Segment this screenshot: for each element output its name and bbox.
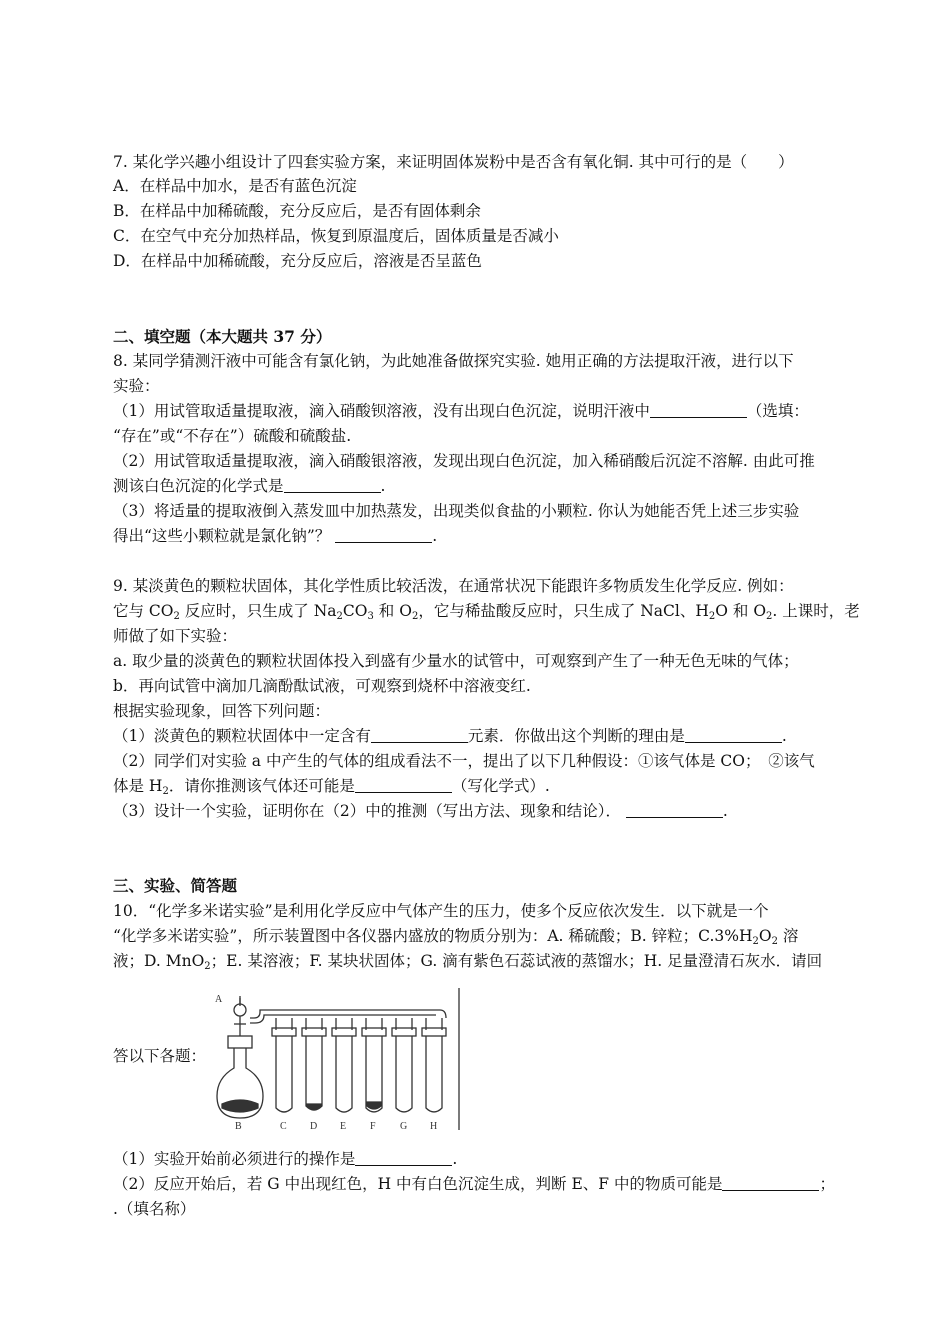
- answer-blank[interactable]: [355, 1150, 452, 1166]
- answer-blank[interactable]: [335, 527, 432, 543]
- q9-step-a: a. 取少量的淡黄色的颗粒状固体投入到盛有少量水的试管中，可观察到产生了一种无色无味的气体；: [113, 652, 799, 670]
- test-tube-c: [272, 1018, 296, 1112]
- q9-line2: 它与 $CO_2$ 反应时，只生成了 $Na_2CO_3$ 和 $O_2$，它与稀盐酸反应时，只生成了 NaCl、$H_2O$ 和 $O_2$. 上课时，老: [113, 602, 860, 622]
- q7-option-a: A．在样品中加水，是否有蓝色沉淀: [113, 177, 357, 195]
- figure-label: A: [215, 994, 223, 1005]
- answer-blank[interactable]: [722, 1175, 819, 1191]
- q10-line3: 液；D. MnO$_2$；E. 某溶液；F. 某块状固体；G. 滴有紫色石蕊试液的蒸馏水；H. 足量澄清石灰水．请回: [113, 952, 823, 972]
- stopper-b: [228, 1036, 252, 1048]
- q9-line1: 9. 某淡黄色的颗粒状固体，其化学性质比较活泼，在通常状况下能跟许多物质发生化学反应. 例如：: [113, 577, 794, 595]
- q8-stem-line1: 8. 某同学猜测汗液中可能含有氯化钠，为此她准备做探究实验. 她用正确的方法提取汗液，进行以下: [113, 352, 794, 370]
- q7-option-b: B．在样品中加稀硫酸，充分反应后，是否有固体剩余: [113, 202, 481, 220]
- q8-part3-line2: 得出“这些小颗粒就是氯化钠”？ .: [113, 527, 438, 545]
- connecting-tube-inner: [250, 1015, 436, 1023]
- domino-apparatus-figure: [214, 988, 464, 1130]
- q7-stem: 7. 某化学兴趣小组设计了四套实验方案，来证明固体炭粉中是否含有氧化铜. 其中可行的是（ ）: [113, 153, 794, 171]
- section-2-title: 二、填空题（本大题共 37 分）: [113, 327, 332, 346]
- test-tube-f: [362, 1018, 386, 1112]
- answer-blank[interactable]: [626, 802, 723, 818]
- q10-part1: （1）实验开始前必须进行的操作是 .: [113, 1150, 458, 1168]
- q8-part2-line2: 测该白色沉淀的化学式是 .: [113, 477, 386, 495]
- answer-blank[interactable]: [650, 402, 747, 418]
- test-tube-h: [422, 1018, 446, 1112]
- q9-part2-line2: 体是 $H_2$．请你推测该气体还可能是 （写化学式）.: [113, 777, 550, 797]
- figure-label: F: [370, 1121, 376, 1130]
- q8-part1-line2: “存在”或“不存在”）硫酸和硫酸盐.: [113, 427, 352, 445]
- q9-line3: 师做了如下实验：: [113, 627, 238, 645]
- q10-part2-line2: .（填名称）: [113, 1200, 196, 1218]
- answer-blank[interactable]: [284, 477, 381, 493]
- zinc-granules: [222, 1100, 258, 1112]
- q10-part2-line1: （2）反应开始后，若 G 中出现红色，H 中有白色沉淀生成，判断 E、F 中的物质可能是 ；: [113, 1175, 835, 1193]
- q7-option-d: D．在样品中加稀硫酸，充分反应后，溶液是否呈蓝色: [113, 252, 482, 270]
- q8-part3-line1: （3）将适量的提取液倒入蒸发皿中加热蒸发，出现类似食盐的小颗粒. 你认为她能否凭上述三步实验: [113, 502, 800, 520]
- test-tube-d: [302, 1018, 326, 1110]
- answer-blank[interactable]: [685, 727, 782, 743]
- figure-label: E: [340, 1121, 347, 1130]
- figure-label: B: [235, 1121, 242, 1130]
- q7-option-c: C．在空气中充分加热样品，恢复到原温度后，固体质量是否减小: [113, 227, 559, 245]
- q10-line2: “化学多米诺实验”，所示装置图中各仪器内盛放的物质分别为：A. 稀硫酸；B. 锌粒；$C.3\%H_2O_2$ 溶: [113, 927, 799, 947]
- answer-blank[interactable]: [355, 777, 452, 793]
- test-tube-e: [332, 1018, 356, 1112]
- section-3-title: 三、实验、简答题: [113, 876, 238, 895]
- figure-label: H: [430, 1121, 438, 1130]
- test-tube-g: [392, 1018, 416, 1112]
- q9-part2-line1: （2）同学们对实验 a 中产生的气体的组成看法不一，提出了以下几种假设：①该气体是 CO； ②该气: [113, 752, 815, 770]
- q9-instructions: 根据实验现象，回答下列问题：: [113, 702, 331, 720]
- q8-part2-line1: （2）用试管取适量提取液，滴入硝酸银溶液，发现出现白色沉淀，加入稀硝酸后沉淀不溶解. 由此可推: [113, 452, 815, 470]
- q9-part3: （3）设计一个实验，证明你在（2）中的推测（写出方法、现象和结论）． .: [113, 802, 728, 820]
- q8-part1-line1: （1）用试管取适量提取液，滴入硝酸钡溶液，没有出现白色沉淀，说明汗液中 （选填：: [113, 402, 809, 420]
- answer-blank[interactable]: [371, 727, 468, 743]
- q8-stem-line2: 实验：: [113, 377, 160, 395]
- q10-line4: 答以下各题：: [113, 1047, 207, 1065]
- q9-step-b: b．再向试管中滴加几滴酚酞试液，可观察到烧杯中溶液变红.: [113, 677, 531, 695]
- q9-part1: （1）淡黄色的颗粒状固体中一定含有 元素．你做出这个判断的理由是 .: [113, 727, 787, 745]
- q10-line1: 10．“化学多米诺实验”是利用化学反应中气体产生的压力，使多个反应依次发生．以下就是一个: [113, 902, 769, 920]
- figure-label: C: [280, 1121, 287, 1130]
- figure-label: G: [400, 1121, 408, 1130]
- figure-label: D: [310, 1121, 318, 1130]
